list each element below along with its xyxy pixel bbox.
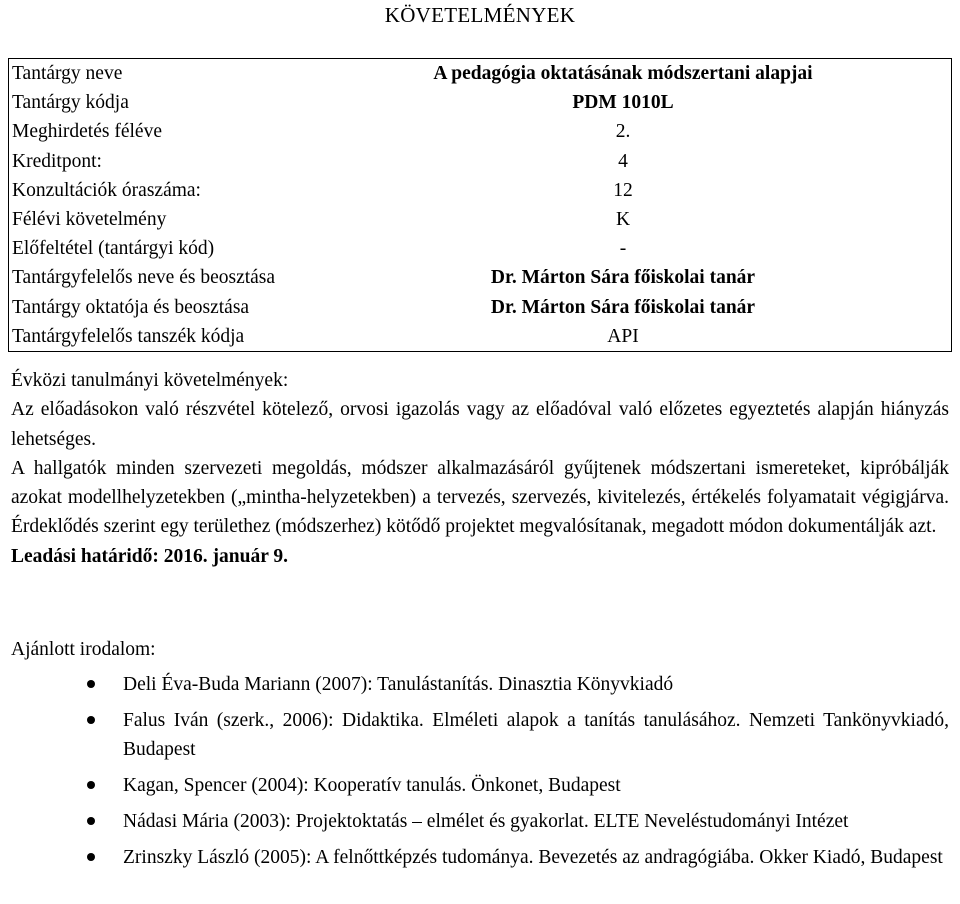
info-value: -: [619, 238, 627, 260]
info-row: [9, 322, 952, 352]
info-value: 4: [618, 150, 628, 172]
literature-item: [11, 807, 949, 836]
literature-item-text: Nádasi Mária (2003): Projektoktatás – elmélet és gyakorlat. ELTE Neveléstudományi Intézet: [123, 811, 849, 832]
info-value: PDM 1010L: [572, 92, 674, 114]
bullet-icon: [87, 817, 95, 825]
info-row: [9, 176, 952, 205]
info-label: Tantárgy oktatója és beosztása: [12, 296, 250, 318]
literature-item-text: Zrinszky László (2005): A felnőttképzés tudománya. Bevezetés az andragógiába. Okker Kiadó, Budapest: [123, 847, 943, 868]
literature-item-text: Falus Iván (szerk., 2006): Didaktika. Elméleti alapok a tanítás tanulásához. Nemzeti Tankönyvkiadó, Budapest: [123, 710, 949, 760]
literature-item: [11, 706, 949, 764]
course-info-body: [9, 59, 952, 352]
info-row: [9, 234, 952, 263]
literature-item: [11, 843, 949, 872]
requirements-heading: Évközi tanulmányi követelmények:: [11, 370, 289, 391]
literature-item-text: Deli Éva-Buda Mariann (2007): Tanulástanítás. Dinasztia Könyvkiadó: [123, 674, 674, 695]
info-value: 12: [613, 179, 633, 201]
info-label: Tantárgy neve: [12, 63, 123, 85]
requirements-section: [11, 366, 949, 571]
info-label: Tantárgyfelelős neve és beosztása: [12, 267, 276, 289]
info-label: Konzultációk óraszáma:: [12, 179, 201, 201]
info-label: Meghirdetés féléve: [12, 121, 162, 143]
attendance-paragraph: Az előadásokon való részvétel kötelező, orvosi igazolás vagy az előadóval való előzetes egyeztetés alapján hiányzás lehetséges.: [11, 399, 949, 450]
literature-list: [11, 670, 949, 872]
info-row: [9, 59, 952, 89]
project-paragraph: A hallgatók minden szervezeti megoldás, módszer alkalmazásáról gyűjtenek módszertani ismereteket, kipróbálják azokat modellhelyzetekben („mintha-helyzetekben) a tervezés, szervezés, kivitelezés, értékelés folyamatait végigjárva. Érdeklődés szerint egy területhez (módszerhez) kötődő projektet megvalósítanak, megadott módon dokumentálják azt.: [11, 457, 949, 538]
info-value: Dr. Márton Sára főiskolai tanár: [490, 267, 756, 289]
info-label: Tantárgy kódja: [12, 92, 129, 114]
info-value: API: [607, 325, 639, 347]
deadline: Leadási határidő: 2016. január 9.: [11, 545, 288, 567]
literature-item: [11, 771, 949, 800]
info-value: Dr. Márton Sára főiskolai tanár: [490, 296, 756, 318]
info-row: [9, 117, 952, 146]
info-value: K: [615, 209, 631, 231]
bullet-icon: [87, 853, 95, 861]
course-info-table: [8, 58, 952, 352]
info-row: [9, 263, 952, 292]
bullet-icon: [87, 716, 95, 724]
info-row: [9, 205, 952, 234]
bullet-icon: [87, 680, 95, 688]
info-label: Félévi követelmény: [12, 209, 167, 231]
info-label: Előfeltétel (tantárgyi kód): [12, 238, 215, 260]
info-row: [9, 147, 952, 176]
literature-section: [11, 635, 949, 872]
literature-item-text: Kagan, Spencer (2004): Kooperatív tanulás. Önkonet, Budapest: [123, 775, 621, 796]
bullet-icon: [87, 781, 95, 789]
info-label: Tantárgyfelelős tanszék kódja: [12, 325, 245, 347]
info-row: [9, 293, 952, 322]
page-title: KÖVETELMÉNYEK: [384, 3, 576, 27]
info-label: Kreditpont:: [12, 150, 102, 172]
info-row: [9, 88, 952, 117]
info-value: 2.: [615, 121, 631, 143]
literature-item: [11, 670, 949, 699]
info-value: A pedagógia oktatásának módszertani alapjai: [433, 63, 813, 85]
literature-heading: Ajánlott irodalom:: [11, 639, 156, 660]
